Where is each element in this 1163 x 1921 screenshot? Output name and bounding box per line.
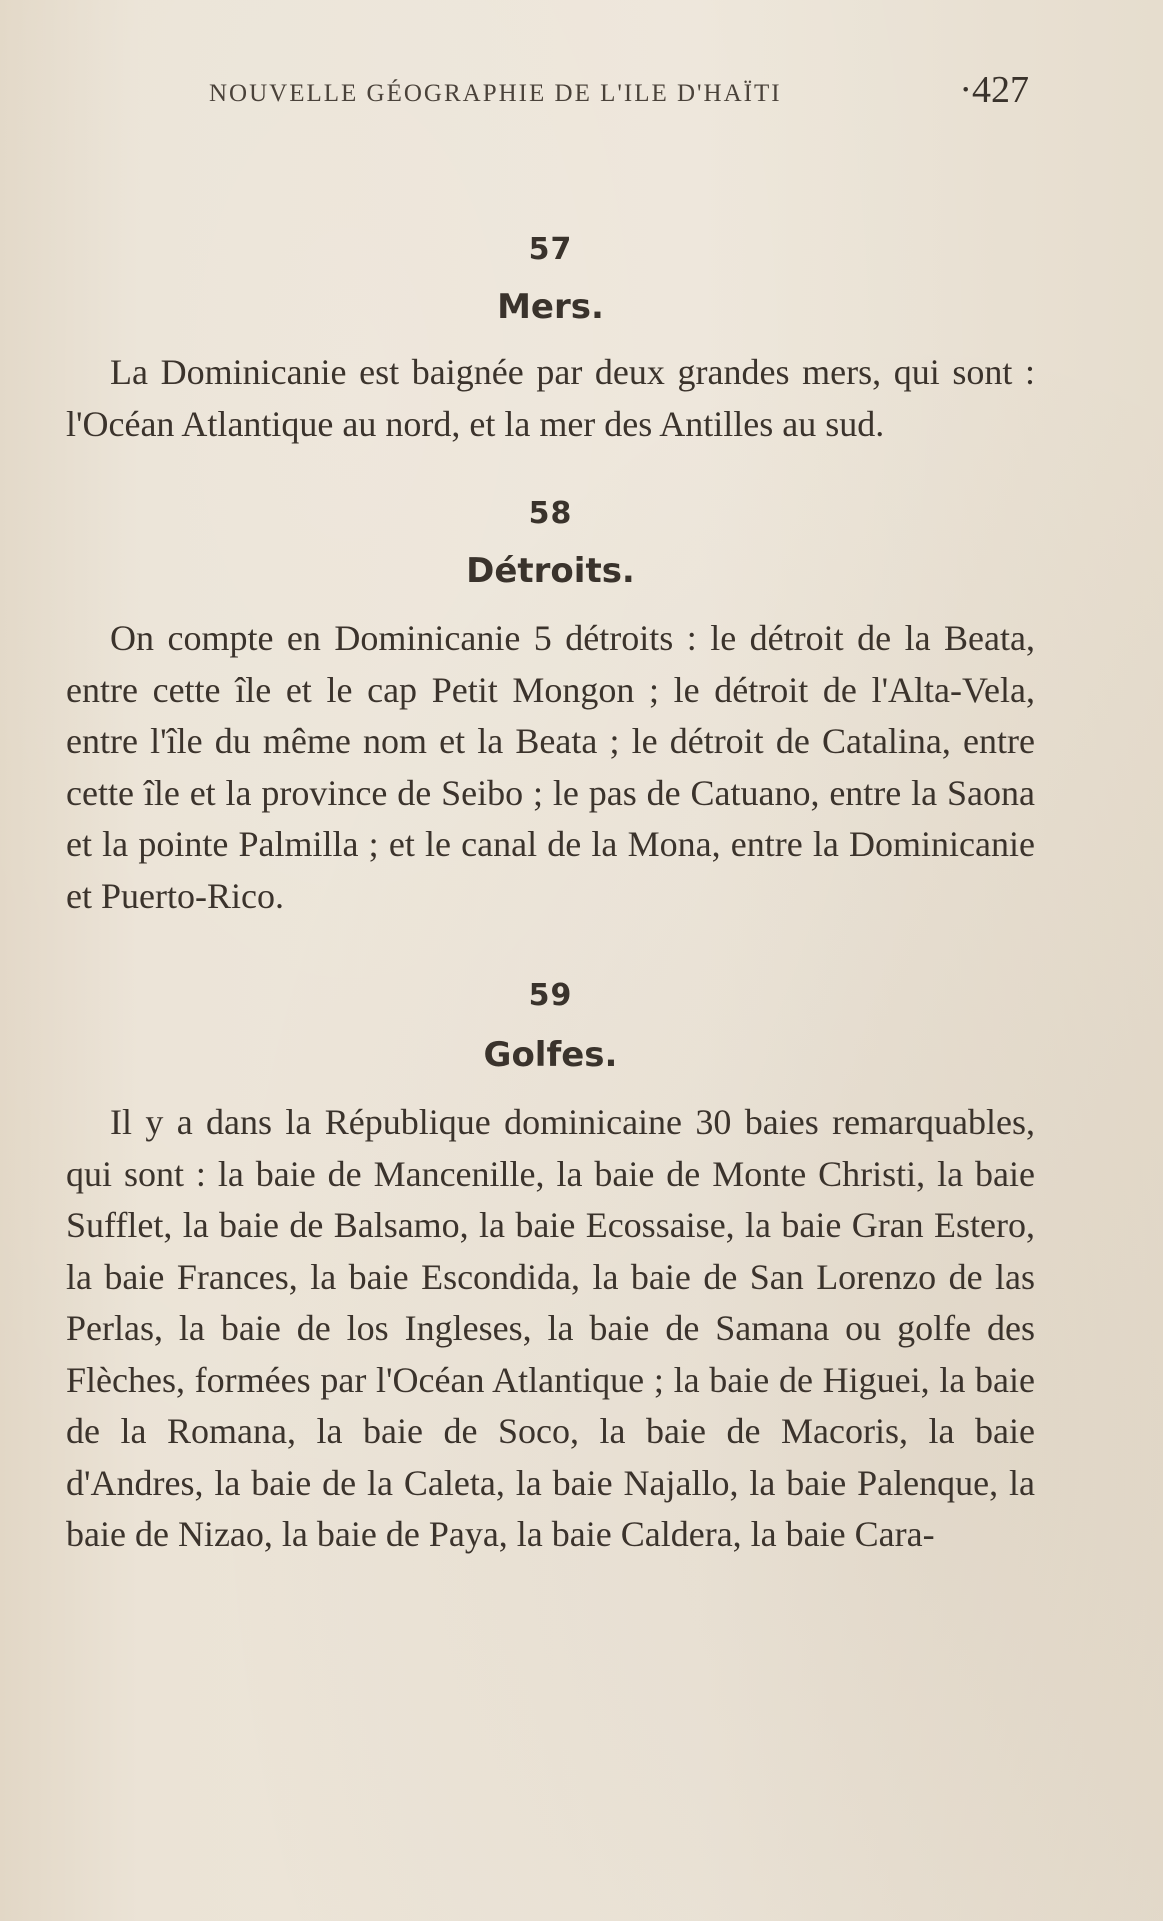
section-heading: Golfes.: [483, 1035, 618, 1075]
section-number: 58: [528, 496, 573, 531]
section-paragraph: On compte en Dominicanie 5 détroits : le détroit de la Beata, entre cette île et le cap Petit Mongon ; le détroit de l'Alta-Vela, entre l'île du même nom et la Beata ; le détroit de Catalina, entre cette île et la province de Seibo ; le pas de Catuano, entre la Saona et la pointe Palmilla ; et le canal de la Mona, entre la Dominicanie et Puerto-Rico.: [66, 618, 1035, 916]
section-paragraph: Il y a dans la République dominicaine 30 baies remarquables, qui sont : la baie de Mancenille, la baie de Monte Christi, la baie Sufflet, la baie de Balsamo, la baie Ecossaise, la baie Gran Estero, la baie Frances, la baie Escondida, la baie de San Lorenzo de las Perlas, la baie de los Ingleses, la baie de Samana ou golfe des Flèches, formées par l'Océan Atlantique ; la baie de Higuei, la baie de la Romana, la baie de Soco, la baie de Macoris, la baie d'Andres, la baie de la Caleta, la baie Najallo, la baie Palenque, la baie de Nizao, la baie de Paya, la baie Caldera, la baie Cara-: [66, 1102, 1035, 1554]
section-paragraph: La Dominicanie est baignée par deux grandes mers, qui sont : l'Océan Atlantique au nord, et la mer des Antilles au sud.: [66, 352, 1035, 444]
section-gulfs: [66, 978, 1035, 1561]
running-header: [66, 68, 1035, 128]
section-heading: Détroits.: [466, 551, 635, 591]
section-straits: [66, 496, 1035, 922]
section-seas: [66, 232, 1035, 450]
section-number: 57: [528, 232, 573, 267]
page-number: ·427: [959, 69, 1029, 111]
section-number: 59: [528, 978, 573, 1013]
running-title: NOUVELLE GÉOGRAPHIE DE L'ILE D'HAÏTI: [209, 80, 782, 107]
section-heading: Mers.: [497, 287, 604, 327]
